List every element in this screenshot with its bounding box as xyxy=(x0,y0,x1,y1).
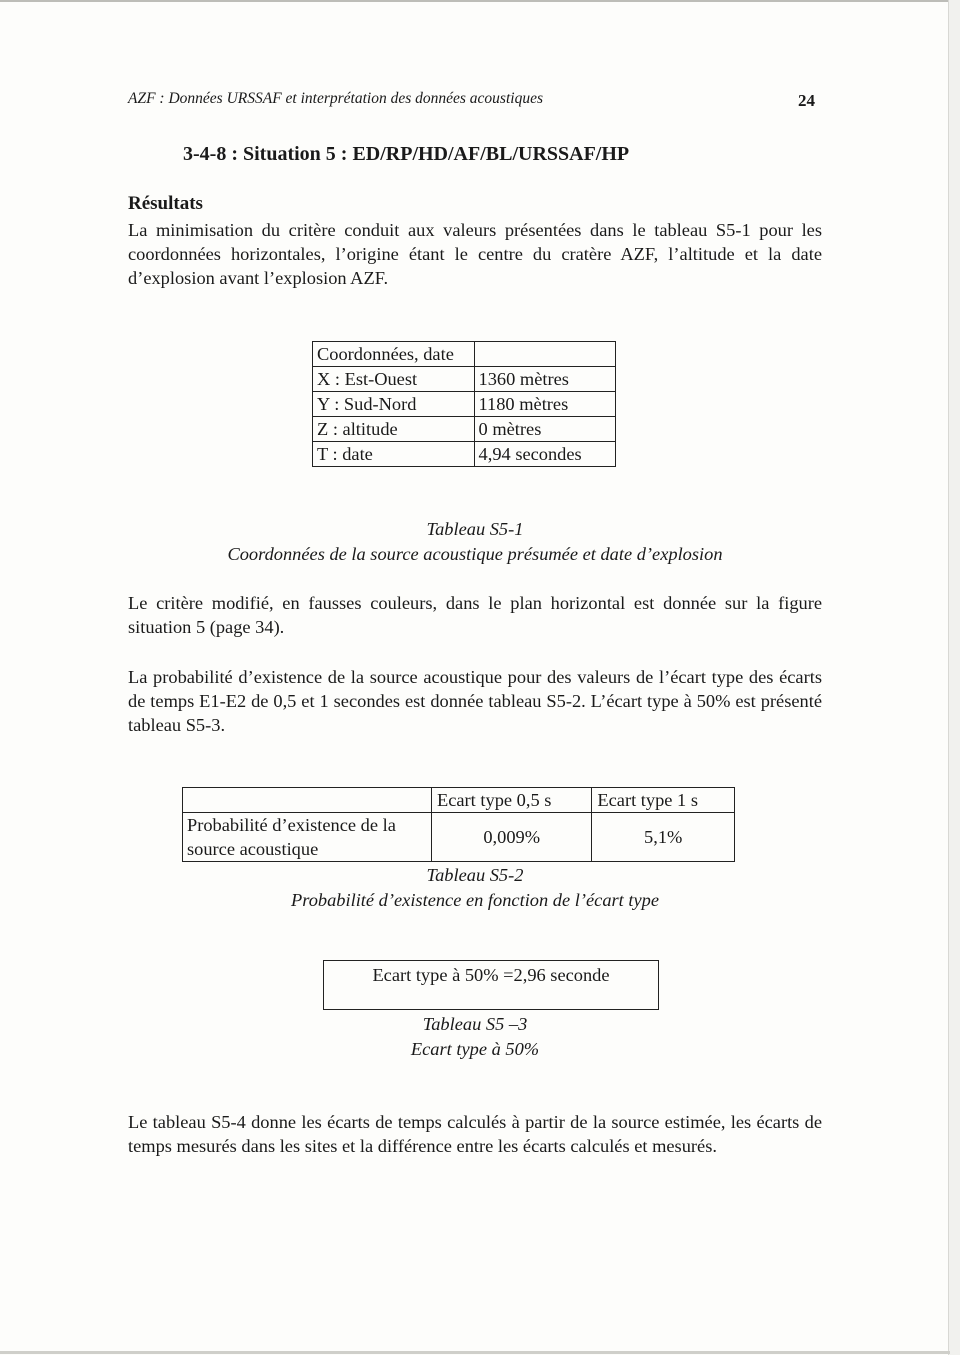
table-row xyxy=(313,417,616,442)
page-right-edge xyxy=(948,0,960,1355)
table-cell: Ecart type à 50% =2,96 seconde xyxy=(372,965,610,985)
caption-text: Coordonnées de la source acoustique présumée et date d’explosion xyxy=(227,544,723,564)
table-s5-1 xyxy=(312,341,616,467)
caption-text: Ecart type à 50% xyxy=(410,1039,540,1059)
table-cell: Z : altitude xyxy=(313,417,475,442)
table-cell: T : date xyxy=(313,442,475,467)
caption-title: Tableau S5-1 xyxy=(426,519,524,539)
table-header-cell: Ecart type 1 s xyxy=(592,788,735,813)
table-header-cell xyxy=(183,788,432,813)
table-header-row xyxy=(313,342,616,367)
section-title: 3-4-8 : Situation 5 : ED/RP/HD/AF/BL/URSSAF/HP xyxy=(183,143,630,165)
results-heading: Résultats xyxy=(128,193,203,214)
table-header-row xyxy=(183,788,735,813)
table-row xyxy=(183,813,735,862)
page-top-edge xyxy=(0,0,950,2)
table-cell: X : Est-Ouest xyxy=(313,367,475,392)
table-cell: 1360 mètres xyxy=(474,367,615,392)
table-header-cell: Coordonnées, date xyxy=(313,342,475,367)
table-cell: Y : Sud-Nord xyxy=(313,392,475,417)
table-row xyxy=(313,367,616,392)
paragraph-figure-reference: Le critère modifié, en fausses couleurs, dans le plan horizontal est donnée sur la figure situation 5 (page 34). xyxy=(128,593,822,637)
table-row-label: Probabilité d’existence de la source acoustique xyxy=(183,813,432,862)
caption-title: Tableau S5 –3 xyxy=(422,1014,528,1034)
table-cell: 5,1% xyxy=(592,813,735,862)
caption-title: Tableau S5-2 xyxy=(426,865,524,885)
table-row xyxy=(313,442,616,467)
paragraph-table-s5-4: Le tableau S5-4 donne les écarts de temps calculés à partir de la source estimée, les écarts de temps mesurés dans les sites et la différence entre les écarts calculés et mesurés. xyxy=(128,1112,822,1156)
table-s5-3-caption xyxy=(128,1012,822,1062)
table-s5-2-caption xyxy=(128,863,822,913)
table-s5-2 xyxy=(182,787,735,862)
table-s5-3 xyxy=(323,960,659,1010)
table-header-cell xyxy=(474,342,615,367)
table-header-cell: Ecart type 0,5 s xyxy=(432,788,592,813)
paragraph-probability: La probabilité d’existence de la source acoustique pour des valeurs de l’écart type des écarts de temps E1-E2 de 0,5 et 1 secondes est donnée tableau S5-2. L’écart type à 50% est présenté tableau S5-3. xyxy=(128,667,822,735)
page-number: 24 xyxy=(798,91,815,110)
table-cell: 0 mètres xyxy=(474,417,615,442)
running-header: AZF : Données URSSAF et interprétation des données acoustiques xyxy=(128,90,543,107)
table-row xyxy=(313,392,616,417)
table-cell: 1180 mètres xyxy=(474,392,615,417)
table-s5-1-caption xyxy=(128,517,822,567)
table-cell: 0,009% xyxy=(432,813,592,862)
page-bottom-edge xyxy=(0,1351,950,1354)
caption-text: Probabilité d’existence en fonction de l’écart type xyxy=(290,890,660,910)
table-cell: 4,94 secondes xyxy=(474,442,615,467)
results-intro-paragraph: La minimisation du critère conduit aux valeurs présentées dans le tableau S5-1 pour les coordonnées horizontales, l’origine étant le centre du cratère AZF, l’altitude et la date d’explosion avant l’explosion AZF. xyxy=(128,220,822,288)
